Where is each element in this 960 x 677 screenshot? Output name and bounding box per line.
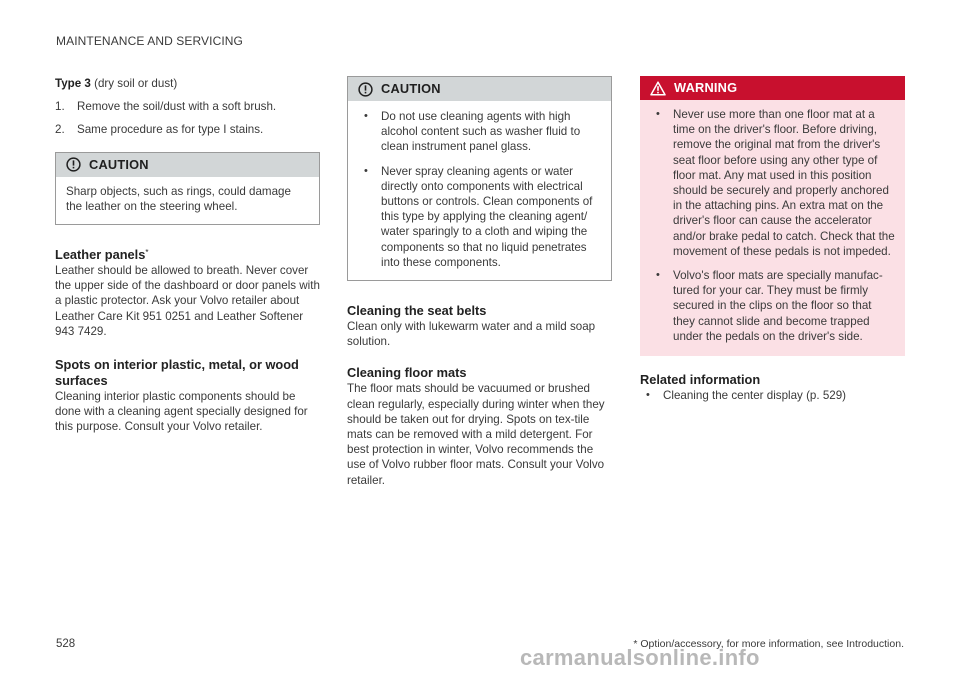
warning-list [650,107,895,344]
bullet: • [364,164,368,177]
mats-heading: Cleaning floor mats [347,365,467,381]
related-link-text[interactable]: Cleaning the center display (p. 529) [663,389,847,403]
related-list [640,388,905,403]
spots-text: Cleaning interior plastic components should be done with a cleaning agent specially designed for this purpose. Consult your Volvo retailer. [55,390,308,434]
list-item [650,107,895,259]
option-star: * [145,248,149,258]
caution-circle-icon [66,157,81,172]
leather-heading [55,247,320,263]
list-item [358,164,601,270]
list-item [358,109,601,155]
bullet: • [656,108,660,120]
footnote: * Option/accessory, for more information, see Introduction. [633,638,904,650]
leather-heading-text: Leather panels [55,247,146,263]
warning-title: WARNING [674,80,738,96]
type3-line [55,76,320,91]
bullet-text: Never use more than one floor mat at a time on the driver's floor. Before driving, remove the original mat from the driver's seat floor before using any other type of floor mat. Any mat used in this position should be securely and properly anchored in the attaching pins. An extra mat on the driver's floor can cause the accelerator and/or brake pedal to catch. Check that the movement of these pedals is not impeded. [673,108,895,258]
bullet-text: Never spray cleaning agents or water directly onto components with electrical buttons or controls. Clean components of this type by applying the cleaning agent/ water sparingly to a cloth and wiping the components so that no liquid penetrates into these components. [381,164,593,269]
caution-box [347,76,612,281]
section-title: MAINTENANCE AND SERVICING [56,34,243,48]
list-item [650,268,895,344]
caution-list [358,109,601,270]
warning-header [640,76,905,100]
caution-header [56,153,319,177]
seatbelts-text: Clean only with lukewarm water and a mild soap solution. [347,320,596,349]
steps-list [55,99,320,137]
seatbelts-heading: Cleaning the seat belts [347,303,487,319]
caution-title: CAUTION [381,81,441,97]
step-text: Remove the soil/dust with a soft brush. [77,100,277,114]
warning-triangle-icon [650,81,666,96]
warning-box [640,76,905,356]
caution-box [55,152,320,225]
related-heading: Related information [640,372,761,388]
step-number: 2. [55,123,65,137]
column-3 [640,76,905,403]
column-1 [55,76,320,435]
page-number: 528 [56,638,76,650]
related-link[interactable] [640,388,905,403]
caution-title: CAUTION [89,157,149,172]
step-number: 1. [55,100,65,114]
type3-desc: (dry soil or dust) [90,77,178,90]
bullet: • [364,110,368,122]
leather-text: Leather should be allowed to breath. Never cover the upper side of the dashboard or door panels with a plastic protector. Ask your Volvo retailer about Leather Care Kit 951 0251 and Leather Softener 943 7429. [55,264,320,338]
type3-label: Type 3 [55,77,91,90]
bullet-text: Do not use cleaning agents with high alcohol content such as washer fluid to clean instrument panel glass. [381,110,581,154]
caution-header [348,77,611,101]
watermark: carmanualsonline.info [520,645,760,670]
caution-circle-icon [358,82,373,97]
mats-text: The floor mats should be vacuumed or brushed clean regularly, especially during winter when they should be taken out for drying. Spots on tex-tile mats can be removed with a mild detergent. For best protection in winter, Volvo recommends the use of Volvo rubber floor mats. Consult your Volvo retailer. [347,382,605,487]
list-item [55,99,320,114]
list-item [55,122,320,137]
step-text: Same procedure as for type I stains. [77,123,264,137]
spots-heading: Spots on interior plastic, metal, or wood surfaces [55,357,299,389]
bullet: • [646,389,650,402]
column-2 [347,76,612,488]
bullet: • [656,269,660,282]
bullet-text: Volvo's floor mats are specially manufac-tured for your car. They must be firmly secured in the clips on the floor so that they cannot slide and become trapped under the pedals on the driver's side. [673,269,883,343]
caution-text: Sharp objects, such as rings, could damage the leather on the steering wheel. [66,184,291,213]
